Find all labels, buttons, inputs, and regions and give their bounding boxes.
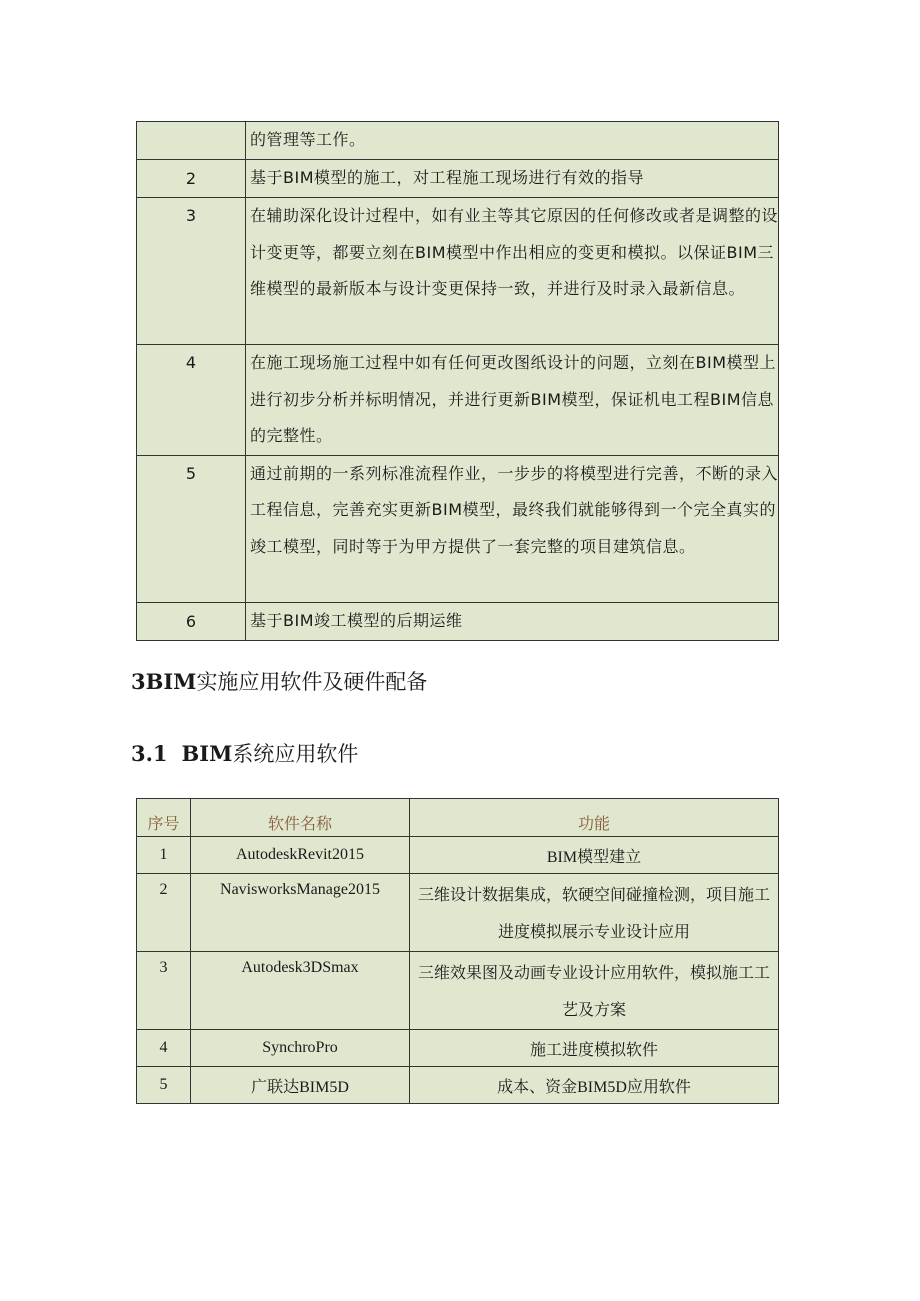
- table-row: [137, 952, 779, 1030]
- table-row: [137, 122, 779, 160]
- bim-task-table: [136, 121, 779, 641]
- table-row: [137, 874, 779, 952]
- table-row: [137, 198, 779, 345]
- cell-software-name: NavisworksManage2015: [191, 874, 410, 952]
- cell-function: 三维设计数据集成，软硬空间碰撞检测，项目施工进度模拟展示专业设计应用: [410, 874, 779, 952]
- table-row: [137, 602, 779, 640]
- cell-function: 施工进度模拟软件: [410, 1030, 779, 1067]
- cell-number: 2: [137, 874, 191, 952]
- software-table: [136, 798, 779, 1104]
- cell-software-name: AutodeskRevit2015: [191, 837, 410, 874]
- header-cell: 功能: [410, 799, 779, 837]
- row-text: 的管理等工作。: [246, 122, 779, 160]
- row-text: 基于BIM模型的施工，对工程施工现场进行有效的指导: [246, 160, 779, 198]
- row-text: 通过前期的一系列标准流程作业，一步步的将模型进行完善，不断的录入工程信息，完善充实更新BIM模型，最终我们就能够得到一个完全真实的竣工模型，同时等于为甲方提供了一套完整的项目建筑信息。: [246, 455, 779, 602]
- row-number: 2: [137, 160, 246, 198]
- row-number: [137, 122, 246, 160]
- cell-function: 三维效果图及动画专业设计应用软件，模拟施工工艺及方案: [410, 952, 779, 1030]
- table-row: [137, 345, 779, 456]
- table-header-row: [137, 799, 779, 837]
- row-number: 3: [137, 198, 246, 345]
- cell-number: 3: [137, 952, 191, 1030]
- section-heading: 3BIM实施应用软件及硬件配备: [131, 669, 428, 694]
- cell-function: 成本、资金BIM5D应用软件: [410, 1067, 779, 1104]
- cell-number: 4: [137, 1030, 191, 1067]
- table-row: [137, 1030, 779, 1067]
- cell-number: 1: [137, 837, 191, 874]
- cell-software-name: SynchroPro: [191, 1030, 410, 1067]
- row-text: 在施工现场施工过程中如有任何更改图纸设计的问题，立刻在BIM模型上进行初步分析并标明情况，并进行更新BIM模型，保证机电工程BIM信息的完整性。: [246, 345, 779, 456]
- row-text: 在辅助深化设计过程中，如有业主等其它原因的任何修改或者是调整的设计变更等，都要立刻在BIM模型中作出相应的变更和模拟。以保证BIM三维模型的最新版本与设计变更保持一致，并进行及时录入最新信息。: [246, 198, 779, 345]
- table-row: [137, 455, 779, 602]
- cell-software-name: 广联达BIM5D: [191, 1067, 410, 1104]
- cell-number: 5: [137, 1067, 191, 1104]
- row-number: 5: [137, 455, 246, 602]
- subsection-heading: 3.1 BIM系统应用软件: [131, 741, 359, 766]
- cell-function: BIM模型建立: [410, 837, 779, 874]
- row-number: 6: [137, 602, 246, 640]
- table-row: [137, 160, 779, 198]
- header-cell: 软件名称: [191, 799, 410, 837]
- row-number: 4: [137, 345, 246, 456]
- table-row: [137, 1067, 779, 1104]
- row-text: 基于BIM竣工模型的后期运维: [246, 602, 779, 640]
- header-cell: 序号: [137, 799, 191, 837]
- cell-software-name: Autodesk3DSmax: [191, 952, 410, 1030]
- table-row: [137, 837, 779, 874]
